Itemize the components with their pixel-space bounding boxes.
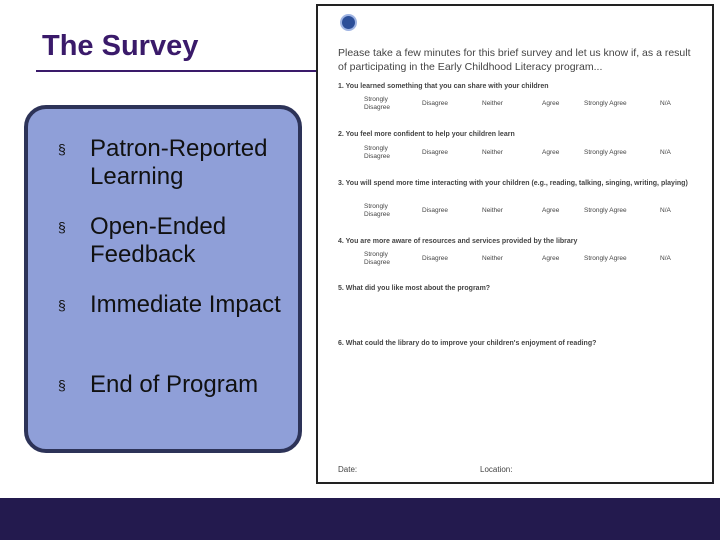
bullet-item — [58, 291, 298, 319]
rating-scale — [364, 96, 704, 114]
footer-bar — [0, 498, 720, 540]
survey-question: 6. What could the library do to improve your children's enjoyment of reading? — [338, 340, 597, 347]
scale-label: Agree — [542, 207, 560, 214]
survey-question: 3. You will spend more time interacting with your children (e.g., reading, talking, singing, writing, playing) — [338, 180, 688, 187]
scale-label: Strongly Disagree — [364, 145, 391, 160]
scale-label: Strongly Disagree — [364, 96, 391, 111]
location-field-label: Location: — [480, 465, 513, 474]
bullet-item — [58, 135, 298, 191]
title-underline — [36, 70, 336, 72]
bullet-text: Immediate Impact — [90, 291, 281, 318]
scale-label: Agree — [542, 100, 560, 107]
bullet-item — [58, 213, 298, 269]
scale-label: Agree — [542, 255, 560, 262]
slide-title: The Survey — [42, 30, 199, 62]
scale-label: Neither — [482, 100, 503, 107]
bullet-marker: § — [58, 219, 66, 235]
library-logo-icon — [340, 14, 357, 31]
survey-question: 1. You learned something that you can share with your children — [338, 83, 549, 90]
scale-label: Neither — [482, 255, 503, 262]
scale-label: Disagree — [422, 255, 449, 262]
scale-label: N/A — [660, 149, 671, 156]
rating-scale — [364, 251, 704, 269]
scale-label: Disagree — [422, 207, 449, 214]
bullet-text: End of Program — [90, 371, 259, 398]
scale-label: Strongly Disagree — [364, 251, 391, 266]
rating-scale — [364, 203, 704, 221]
scale-label: Disagree — [422, 149, 449, 156]
bullet-marker: § — [58, 141, 66, 157]
scale-label: Disagree — [422, 100, 449, 107]
scale-label: Strongly Disagree — [364, 203, 391, 218]
scale-label: Strongly Agree — [584, 207, 627, 214]
scale-label: Strongly Agree — [584, 255, 627, 262]
scale-label: Neither — [482, 149, 503, 156]
bullet-item — [58, 371, 298, 399]
survey-question: 5. What did you like most about the program? — [338, 285, 491, 292]
bullet-text: Open-Ended Feedback — [90, 213, 227, 268]
bullet-text: Patron-Reported Learning — [90, 135, 268, 190]
scale-label: Strongly Agree — [584, 149, 627, 156]
survey-question: 2. You feel more confident to help your children learn — [338, 131, 515, 138]
scale-label: N/A — [660, 255, 671, 262]
scale-label: Neither — [482, 207, 503, 214]
rating-scale — [364, 145, 704, 163]
scale-label: N/A — [660, 100, 671, 107]
scale-label: N/A — [660, 207, 671, 214]
scale-label: Agree — [542, 149, 560, 156]
survey-intro: Please take a few minutes for this brief survey and let us know if, as a result of participating in the Early Childhood Literacy program... — [338, 47, 691, 73]
survey-question: 4. You are more aware of resources and services provided by the library — [338, 238, 578, 245]
survey-document — [316, 4, 714, 484]
date-field-label: Date: — [338, 465, 358, 474]
bullet-marker: § — [58, 297, 66, 313]
bullet-marker: § — [58, 377, 66, 393]
bullet-box — [24, 105, 302, 453]
scale-label: Strongly Agree — [584, 100, 627, 107]
